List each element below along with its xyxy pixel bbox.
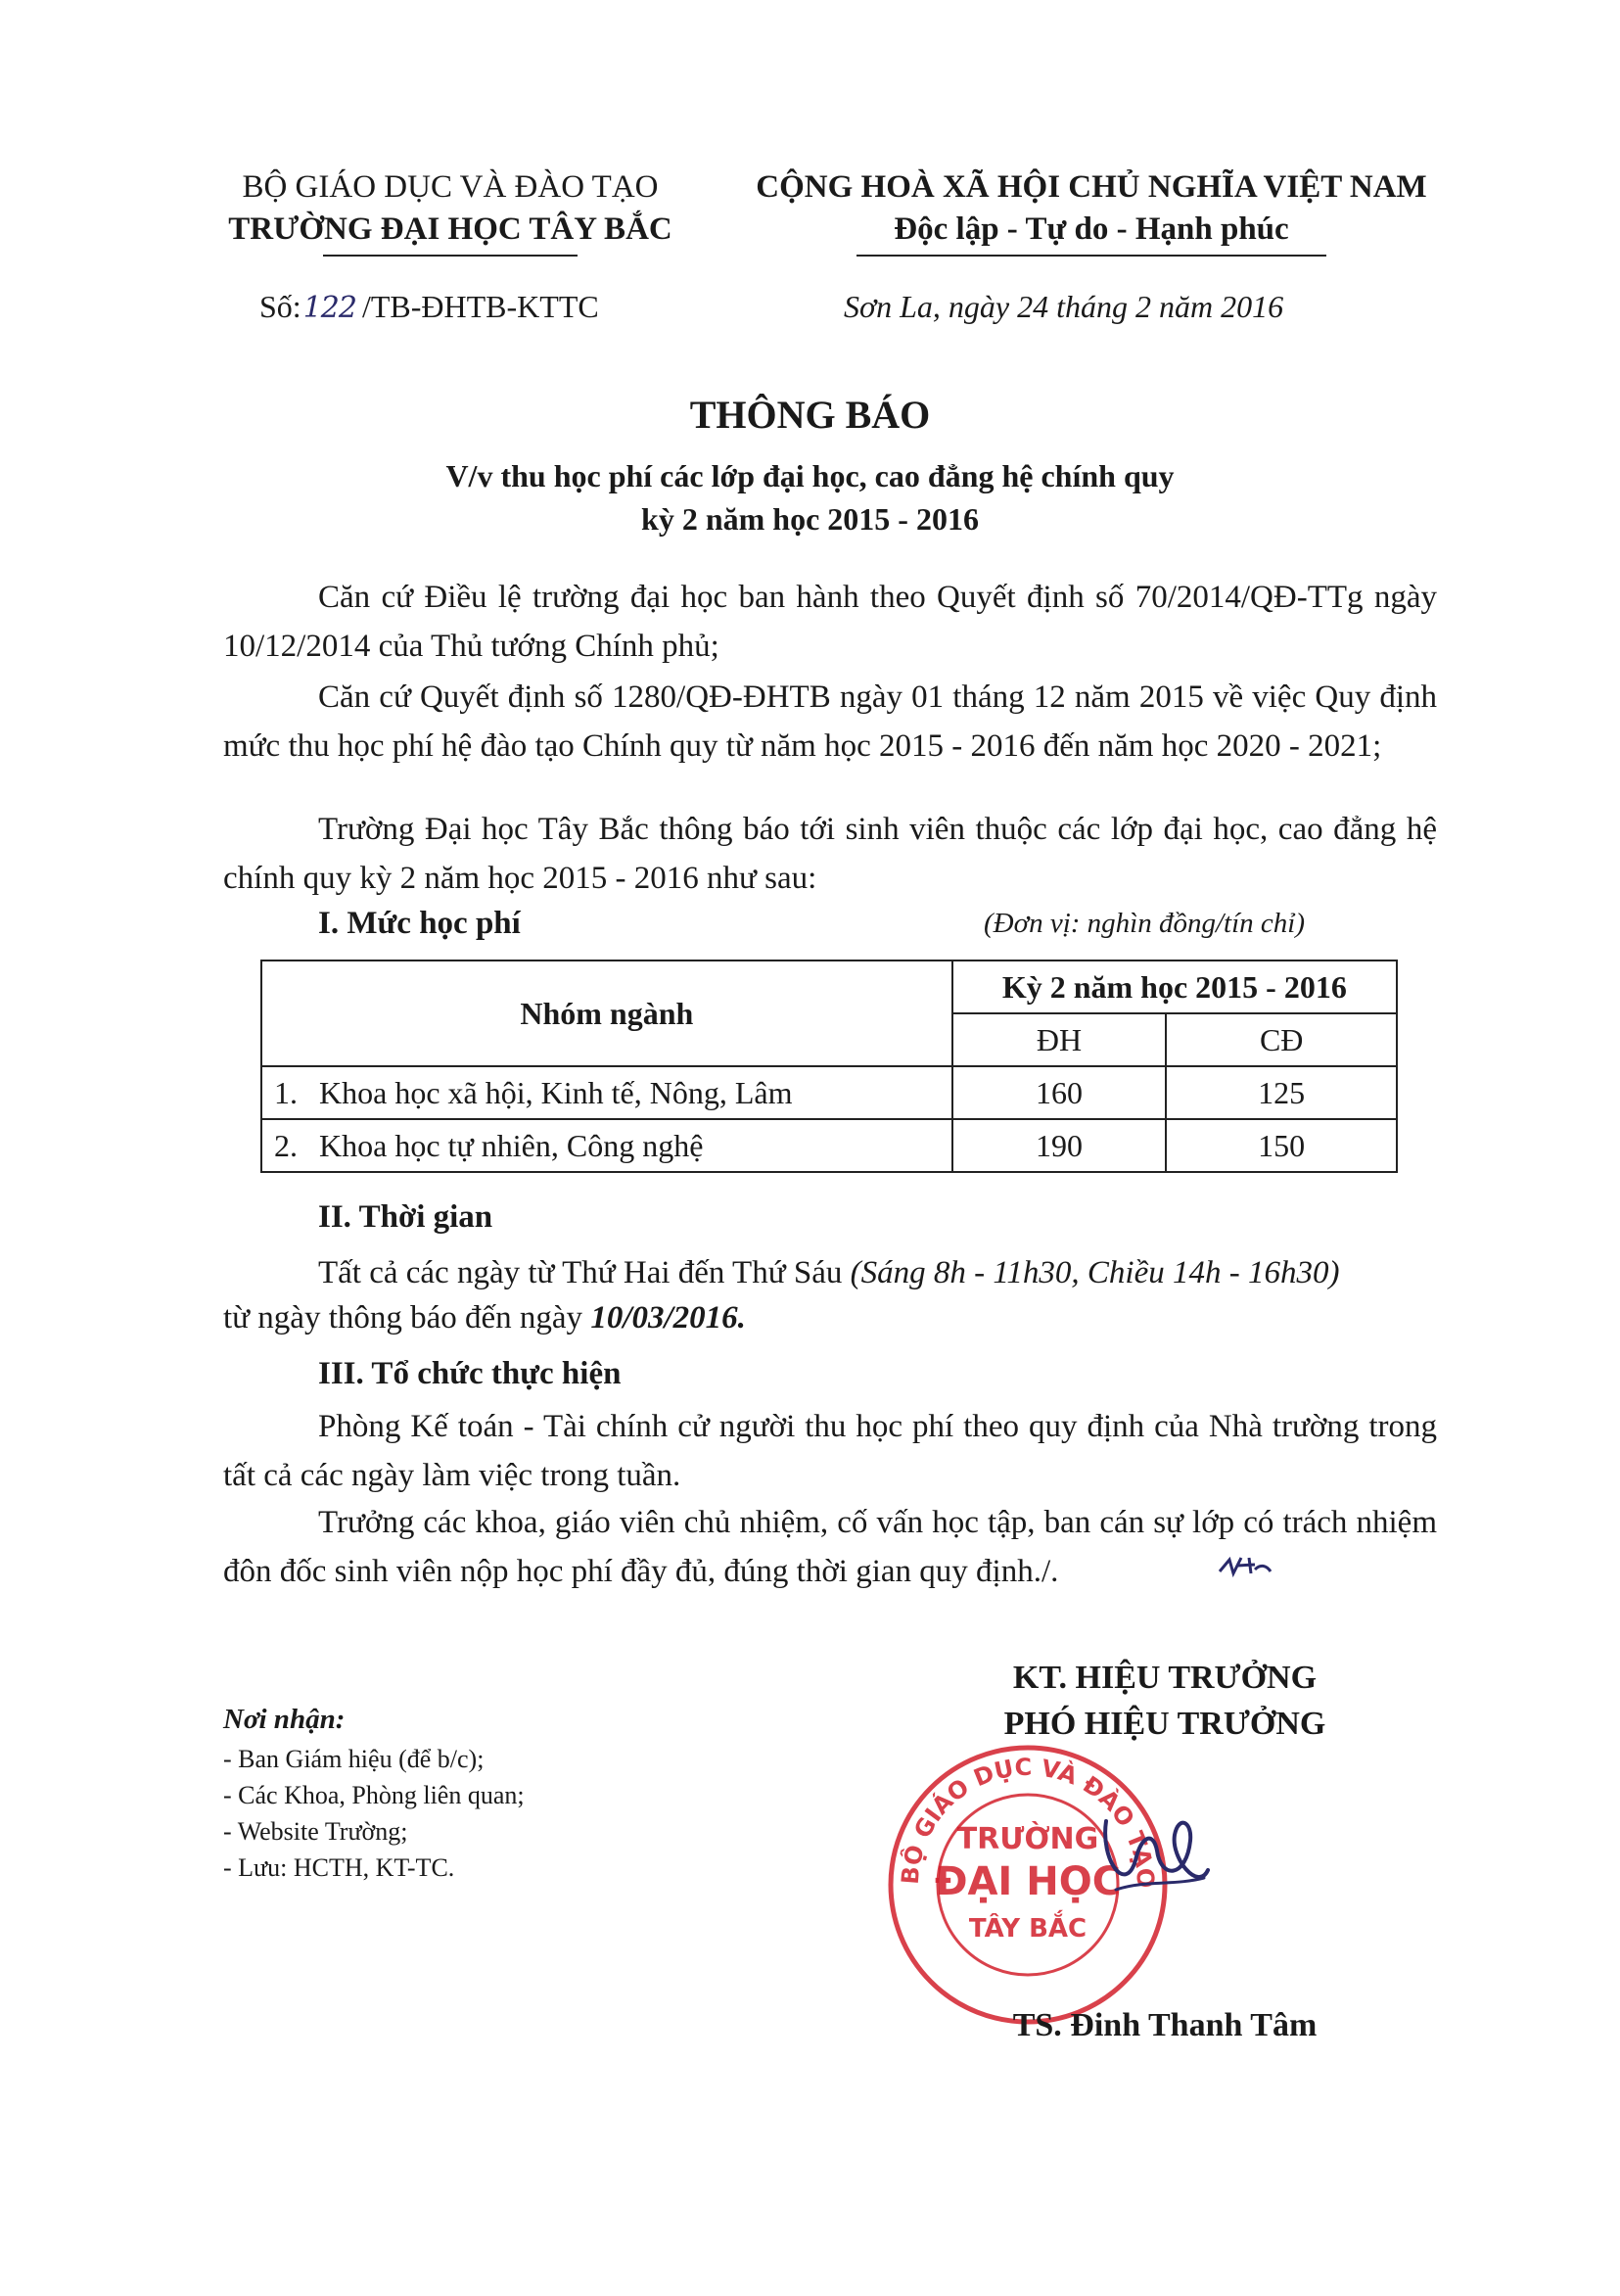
basis-paragraph-2: Căn cứ Quyết định số 1280/QĐ-ĐHTB ngày 01 tháng 12 năm 2015 về việc Quy định mức thu học phí hệ đào tạo Chính quy từ năm học 2015 - 2016 đến năm học 2020 - 2021; [223, 679, 1437, 764]
deadline-date: 10/03/2016. [590, 1300, 746, 1335]
row-number: 1. [274, 1074, 298, 1110]
section-2-heading: II. Thời gian [318, 1199, 493, 1235]
document-number [259, 289, 599, 325]
schedule-line-1 [318, 1255, 1339, 1291]
unit-note: (Đơn vị: nghìn đồng/tín chỉ) [984, 908, 1305, 939]
row-dh-value: 160 [952, 1066, 1167, 1119]
document-title: THÔNG BÁO [689, 393, 931, 437]
recipient-item: - Website Trường; [223, 1817, 408, 1846]
basis-paragraph-1: Căn cứ Điều lệ trường đại học ban hành theo Quyết định số 70/2014/QĐ-TTg ngày 10/12/2014 của Thủ tướng Chính phủ; [223, 580, 1437, 664]
schedule-line-2 [223, 1300, 746, 1336]
header-cell-group: Nhóm ngành [261, 961, 952, 1066]
header-cell-period: Kỳ 2 năm học 2015 - 2016 [952, 961, 1397, 1013]
row-dh-value: 190 [952, 1119, 1167, 1172]
subject-line-2: kỳ 2 năm học 2015 - 2016 [641, 501, 979, 537]
signature-title-1: KT. HIỆU TRƯỞNG [1012, 1660, 1318, 1696]
section-3-heading: III. Tổ chức thực hiện [318, 1356, 622, 1391]
doc-number-suffix: /TB-ĐHTB-KTTC [361, 289, 599, 324]
schedule-hours: (Sáng 8h - 11h30, Chiều 14h - 16h30) [850, 1255, 1340, 1290]
seal-inner-line-1: TRƯỜNG [956, 1822, 1099, 1856]
announcement-paragraph: Trường Đại học Tây Bắc thông báo tới sinh viên thuộc các lớp đại học, cao đẳng hệ chính quy kỳ 2 năm học 2015 - 2016 như sau: [223, 812, 1437, 896]
subject-line-1: V/v thu học phí các lớp đại học, cao đẳng hệ chính quy [445, 458, 1175, 493]
doc-number-handwritten: 122 [302, 291, 356, 325]
table-row [261, 1066, 1397, 1119]
row-cd-value: 125 [1166, 1066, 1397, 1119]
recipients-heading: Nơi nhận: [223, 1704, 346, 1735]
row-group-cell [261, 1119, 952, 1172]
implementation-paragraph-1: Phòng Kế toán - Tài chính cử người thu học phí theo quy định của Nhà trường trong tất cả các ngày làm việc trong tuần. [223, 1409, 1437, 1493]
republic-name: CỘNG HOÀ XÃ HỘI CHỦ NGHĨA VIỆT NAM [756, 169, 1427, 205]
seal-inner-line-3: TÂY BẮC [968, 1914, 1088, 1944]
recipient-item: - Lưu: HCTH, KT-TC. [223, 1853, 455, 1882]
header-cell-cd: CĐ [1166, 1013, 1397, 1066]
row-number: 2. [274, 1127, 298, 1163]
row-group-cell [261, 1066, 952, 1119]
row-group-name: Khoa học tự nhiên, Công nghệ [319, 1127, 704, 1163]
table-row [261, 1119, 1397, 1172]
row-cd-value: 150 [1166, 1119, 1397, 1172]
tuition-table [260, 960, 1398, 1173]
deadline-intro: từ ngày thông báo đến ngày [223, 1300, 591, 1335]
recipient-item: - Các Khoa, Phòng liên quan; [223, 1781, 525, 1809]
header-cell-dh: ĐH [952, 1013, 1167, 1066]
seal-inner-line-2: ĐẠI HỌC [934, 1859, 1122, 1904]
row-group-name: Khoa học xã hội, Kinh tế, Nông, Lâm [319, 1074, 793, 1110]
seal-ring-text: BỘ GIÁO DỤC VÀ ĐÀO TẠO [896, 1753, 1160, 1890]
place-date: Sơn La, ngày 24 tháng 2 năm 2016 [844, 289, 1284, 324]
initials-mark [1216, 1552, 1274, 1581]
handwritten-signature [1096, 1802, 1214, 1909]
section-1-heading: I. Mức học phí [318, 906, 521, 941]
implementation-paragraph-2: Trưởng các khoa, giáo viên chủ nhiệm, cố vấn học tập, ban cán sự lớp có trách nhiệm đôn đốc sinh viên nộp học phí đầy đủ, đúng thời gian quy định./. [223, 1505, 1437, 1589]
recipient-item: - Ban Giám hiệu (để b/c); [223, 1745, 485, 1773]
ministry-name: BỘ GIÁO DỤC VÀ ĐÀO TẠO [242, 169, 659, 205]
motto-underline [856, 255, 1326, 257]
signature-title-2: PHÓ HIỆU TRƯỞNG [1003, 1706, 1326, 1742]
motto: Độc lập - Tự do - Hạnh phúc [894, 211, 1289, 247]
schedule-days: Tất cả các ngày từ Thứ Hai đến Thứ Sáu [318, 1255, 851, 1290]
signer-name: TS. Đinh Thanh Tâm [1012, 2007, 1318, 2043]
university-underline [323, 255, 578, 257]
doc-number-prefix: Số: [259, 289, 301, 324]
university-name: TRƯỜNG ĐẠI HỌC TÂY BẮC [228, 211, 672, 247]
